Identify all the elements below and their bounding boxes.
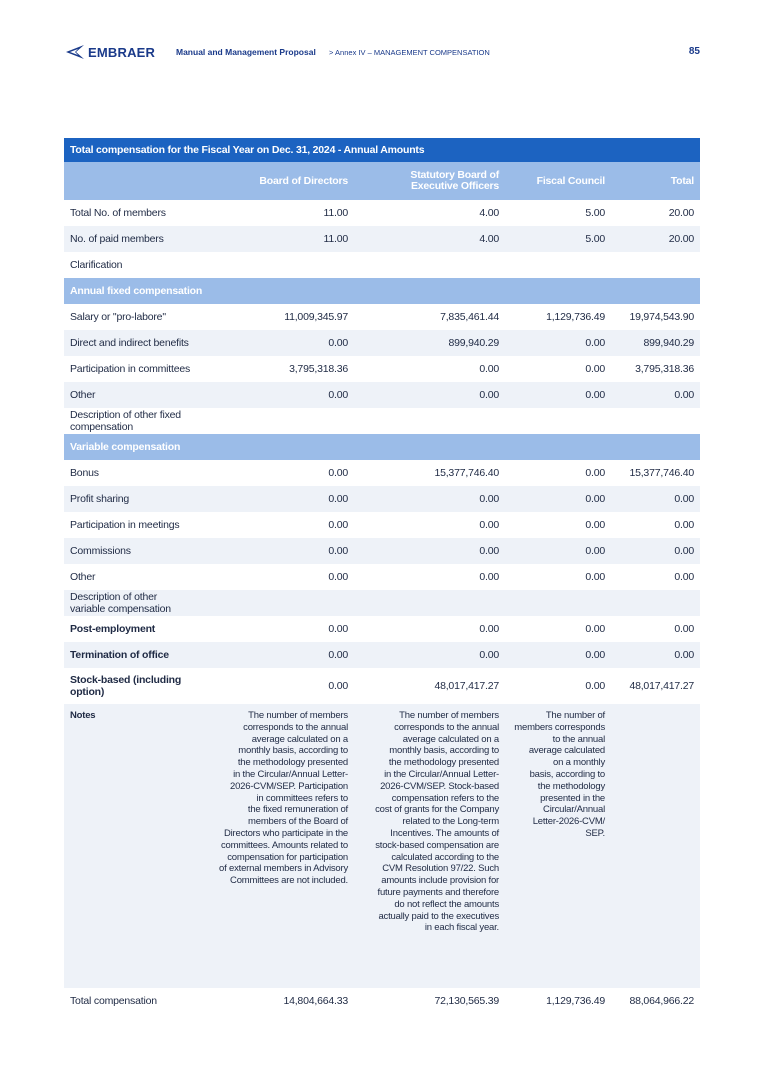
table-row: [64, 512, 700, 538]
cell-fiscal: 0.00: [585, 545, 605, 557]
cell-board: 0.00: [328, 389, 348, 401]
cell-fiscal: 0.00: [585, 623, 605, 635]
notes-executive: The number of members corresponds to the annual average calculated on a monthly basis, according to the methodology presented in the Circular/Annual Letter- 2026-CVM/SEP. Stock-based compensation refers to the cost of grants for the Company related to the Long-term Incentives. The amounts of stock-based compensation are calculated according to the CVM Resolution 97/22. Such amounts include provision for future payments and therefore do not reflect the amounts actually paid to the executives in each fiscal year.: [375, 710, 499, 934]
row-label: Commissions: [70, 545, 131, 557]
row-label: Total No. of members: [70, 207, 166, 219]
cell-fiscal: 0.00: [585, 337, 605, 349]
notes-row: [64, 704, 700, 988]
cell-fiscal: 0.00: [585, 519, 605, 531]
table-row: [64, 330, 700, 356]
cell-executive: 0.00: [479, 571, 499, 583]
cell-total: 20.00: [668, 207, 694, 219]
cell-executive: 0.00: [479, 363, 499, 375]
table-row: [64, 668, 700, 704]
row-label: Participation in meetings: [70, 519, 180, 531]
cell-total: 20.00: [668, 233, 694, 245]
cell-board: 0.00: [328, 680, 348, 692]
section-variable-compensation: Variable compensation: [64, 434, 700, 460]
cell-executive: 4.00: [479, 207, 499, 219]
row-label: Salary or "pro-labore": [70, 311, 166, 323]
table-row: [64, 590, 700, 616]
table-row: [64, 616, 700, 642]
section-fixed-compensation: Annual fixed compensation: [64, 278, 700, 304]
rows-variable: [64, 460, 700, 616]
cell-executive: 4.00: [479, 233, 499, 245]
row-label: Description of other variable compensation: [70, 591, 171, 615]
row-label: Clarification: [70, 259, 123, 271]
cell-board: 11,009,345.97: [284, 311, 348, 323]
row-label: Total compensation: [70, 995, 157, 1007]
table-row: [64, 226, 700, 252]
cell-fiscal: 0.00: [585, 363, 605, 375]
rows-other: [64, 616, 700, 704]
cell-fiscal: 0.00: [585, 467, 605, 479]
cell-fiscal: 0.00: [585, 649, 605, 661]
cell-board: 11.00: [323, 207, 348, 219]
column-header-row: [64, 162, 700, 200]
cell-board: 0.00: [328, 545, 348, 557]
cell-board: 0.00: [328, 571, 348, 583]
cell-board: 0.00: [328, 337, 348, 349]
row-label: Direct and indirect benefits: [70, 337, 189, 349]
row-label: Other: [70, 389, 96, 401]
cell-total: 0.00: [674, 519, 694, 531]
total-compensation-row: [64, 988, 700, 1014]
cell-executive: 7,835,461.44: [440, 311, 499, 323]
cell-executive: 0.00: [479, 649, 499, 661]
cell-board: 14,804,664.33: [283, 995, 348, 1007]
table-row: [64, 538, 700, 564]
column-header-executive: Statutory Board of Executive Officers: [410, 169, 499, 192]
cell-total: 0.00: [674, 389, 694, 401]
rows-members: [64, 200, 700, 278]
cell-executive: 0.00: [479, 389, 499, 401]
document-title: Manual and Management Proposal: [176, 47, 316, 57]
cell-total: 0.00: [674, 649, 694, 661]
cell-total: 0.00: [674, 493, 694, 505]
table-row: [64, 486, 700, 512]
cell-fiscal: 1,129,736.49: [546, 311, 605, 323]
notes-total: [605, 710, 700, 988]
cell-total: 0.00: [674, 545, 694, 557]
cell-board: 0.00: [328, 649, 348, 661]
cell-executive: 72,130,565.39: [434, 995, 499, 1007]
cell-total: 19,974,543.90: [629, 311, 694, 323]
cell-board: 11.00: [323, 233, 348, 245]
cell-total: 3,795,318.36: [635, 363, 694, 375]
cell-total: 0.00: [674, 571, 694, 583]
cell-board: 0.00: [328, 493, 348, 505]
row-label: Stock-based (including option): [70, 674, 182, 698]
row-label: Termination of office: [70, 649, 169, 661]
row-label: Participation in committees: [70, 363, 191, 375]
cell-executive: 899,940.29: [448, 337, 499, 349]
table-row: [64, 564, 700, 590]
cell-fiscal: 1,129,736.49: [546, 995, 605, 1007]
row-label: Other: [70, 571, 96, 583]
cell-executive: 0.00: [479, 623, 499, 635]
column-header-total: Total: [670, 174, 694, 187]
rows-fixed: [64, 304, 700, 434]
cell-total: 88,064,966.22: [629, 995, 694, 1007]
embraer-bird-icon: [64, 44, 86, 60]
cell-fiscal: 5.00: [585, 207, 605, 219]
row-label: Post-employment: [70, 623, 156, 635]
cell-total: 899,940.29: [643, 337, 694, 349]
row-label: No. of paid members: [70, 233, 164, 245]
compensation-table: [64, 138, 700, 1014]
cell-fiscal: 0.00: [585, 493, 605, 505]
cell-fiscal: 0.00: [585, 680, 605, 692]
page-header: [64, 44, 704, 64]
page-number: 85: [688, 46, 700, 57]
cell-fiscal: 0.00: [585, 389, 605, 401]
cell-total: 48,017,417.27: [629, 680, 694, 692]
cell-executive: 15,377,746.40: [434, 467, 499, 479]
table-title: Total compensation for the Fiscal Year on Dec. 31, 2024 - Annual Amounts: [64, 138, 700, 162]
breadcrumb: > Annex IV – MANAGEMENT COMPENSATION: [329, 48, 490, 57]
logo-text: EMBRAER: [88, 44, 156, 60]
table-row: [64, 356, 700, 382]
row-label: Description of other fixed compensation: [70, 409, 181, 433]
table-row: [64, 642, 700, 668]
notes-fiscal: The number of members corresponds to the annual average calculated on a monthly basis, according to the methodology presented in the Circular/Annual Letter-2026-CVM/ SEP.: [514, 710, 605, 839]
cell-board: 3,795,318.36: [289, 363, 348, 375]
cell-total: 15,377,746.40: [629, 467, 694, 479]
cell-total: 0.00: [674, 623, 694, 635]
cell-executive: 0.00: [479, 519, 499, 531]
row-label: Profit sharing: [70, 493, 130, 505]
cell-executive: 0.00: [479, 545, 499, 557]
embraer-logo: [64, 44, 155, 60]
cell-board: 0.00: [328, 623, 348, 635]
notes-label: Notes: [70, 710, 96, 721]
table-row: [64, 304, 700, 330]
cell-board: 0.00: [328, 519, 348, 531]
column-header-fiscal: Fiscal Council: [536, 174, 605, 187]
row-label: Bonus: [70, 467, 99, 479]
cell-fiscal: 5.00: [585, 233, 605, 245]
table-row: [64, 408, 700, 434]
cell-executive: 0.00: [479, 493, 499, 505]
column-header-board: Board of Directors: [259, 174, 348, 187]
cell-board: 0.00: [328, 467, 348, 479]
notes-board: The number of members corresponds to the annual average calculated on a monthly basis, according to the methodology presented in the Circular/Annual Letter- 2026-CVM/SEP. Participation in committees refers to the fixed remuneration of members of the Board of Directors who participate in the committees. Amounts related to compensation for participation of external members in Advisory Committees are not included.: [219, 710, 348, 887]
table-row: [64, 382, 700, 408]
column-header-label: [64, 162, 194, 200]
table-row: [64, 200, 700, 226]
cell-executive: 48,017,417.27: [434, 680, 499, 692]
table-row: [64, 252, 700, 278]
table-row: [64, 460, 700, 486]
cell-fiscal: 0.00: [585, 571, 605, 583]
